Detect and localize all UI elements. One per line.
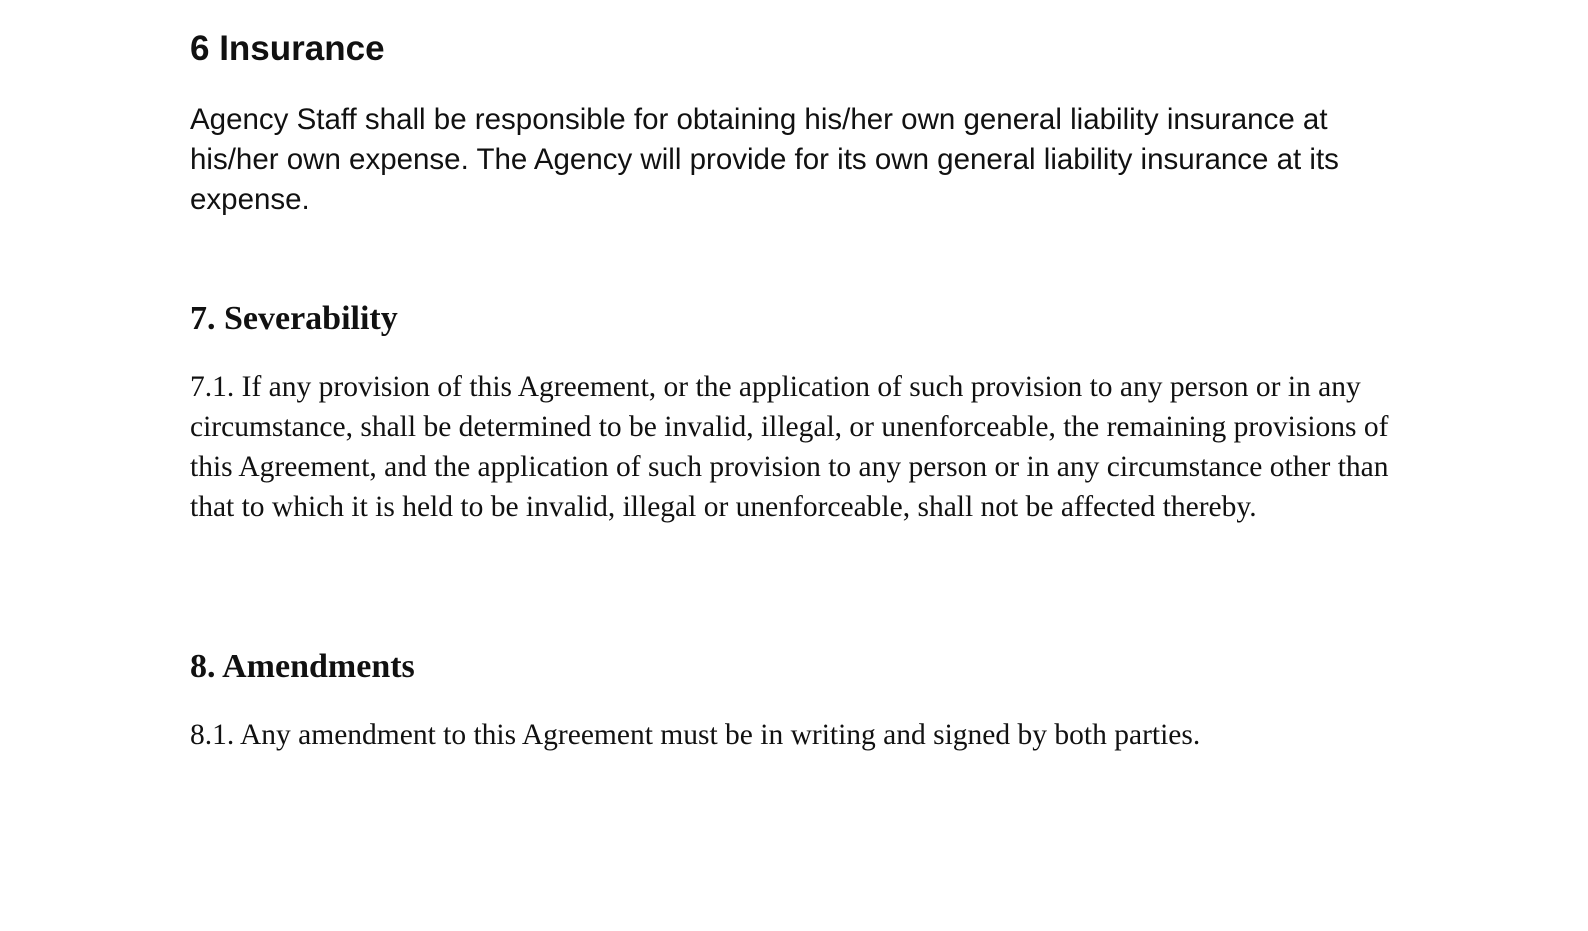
section-body-amendments: 8.1. Any amendment to this Agreement must be in writing and signed by both parties. [190, 719, 1201, 751]
section-heading-amendments: 8. Amendments [190, 648, 415, 685]
section-severability [190, 297, 1405, 527]
section-amendments [190, 645, 1405, 755]
section-body-insurance: Agency Staff shall be responsible for obtaining his/her own general liability insurance at his/her own expense. The Agency will provide for its own general liability insurance at its expense. [190, 103, 1339, 216]
section-heading-insurance: 6 Insurance [190, 29, 385, 68]
section-body-severability: 7.1. If any provision of this Agreement, or the application of such provision to any person or in any circumstance, shall be determined to be invalid, illegal, or unenforceable, the remaining provisions of this Agreement, and the application of such provision to any person or in any circumstance other than that to which it is held to be invalid, illegal or unenforceable, shall not be affected thereby. [190, 371, 1389, 523]
section-insurance [190, 26, 1420, 220]
section-heading-severability: 7. Severability [190, 300, 398, 337]
